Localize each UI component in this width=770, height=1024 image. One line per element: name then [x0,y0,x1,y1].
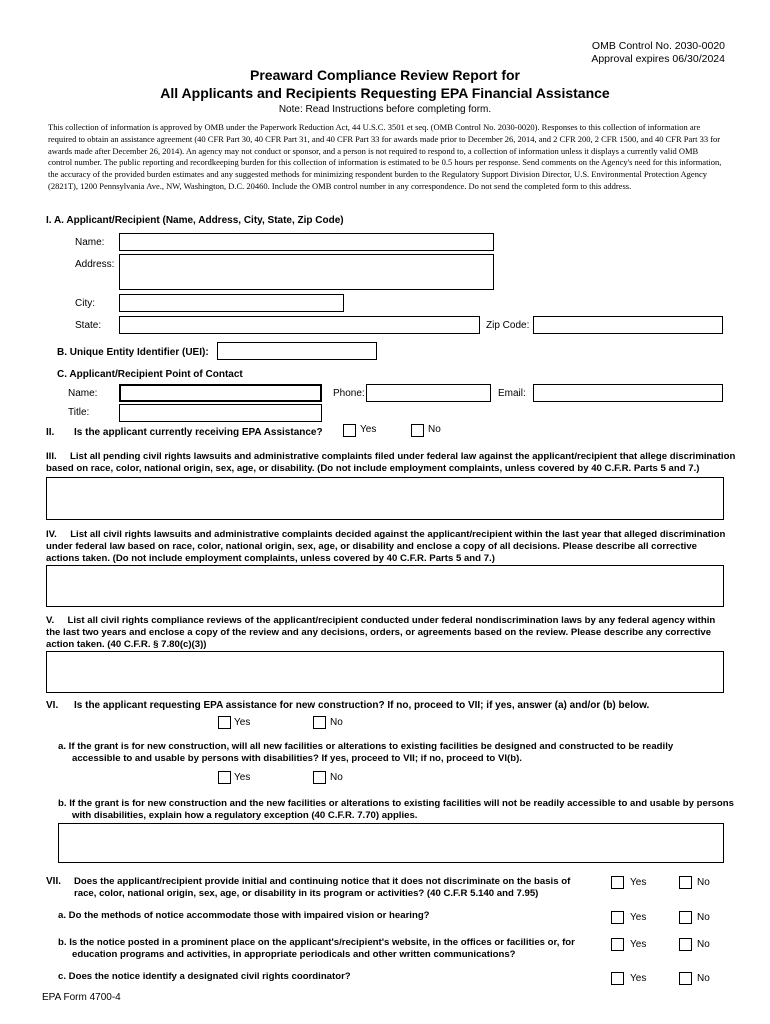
section6a-yes-checkbox[interactable] [218,771,231,784]
section7-no-checkbox[interactable] [679,876,692,889]
contact-name-field[interactable] [119,384,322,402]
section7b-no-checkbox[interactable] [679,938,692,951]
city-label: City: [75,298,95,309]
contact-title-field[interactable] [119,404,322,422]
section5-answer-field[interactable] [46,651,724,693]
section4-answer-field[interactable] [46,565,724,607]
section7b-yes-checkbox[interactable] [611,938,624,951]
section3-answer-field[interactable] [46,477,724,520]
section3-number: III. [46,451,57,462]
section7a-question: a. Do the methods of notice accommodate those with impaired vision or hearing? [58,910,430,921]
section7-yes-label: Yes [630,877,647,888]
section2-yes-label: Yes [360,424,377,435]
section2-question: Is the applicant currently receiving EPA Assistance? [74,427,323,438]
contact-heading: C. Applicant/Recipient Point of Contact [57,369,243,380]
section7-no-label: No [697,877,710,888]
section5-text [46,615,726,651]
section7-number: VII. [46,876,62,887]
applicant-city-field[interactable] [119,294,344,312]
section7b-question: b. Is the notice posted in a prominent place on the applicant's/recipient's website, in the offices or facilities or, for education programs and activities, in appropriate periodicals and other written communications? [58,937,575,960]
section6b-question: b. If the grant is for new construction and the new facilities or alterations to existing facilities will not be readily accessible to and usable by persons with disabilities, explain how a regulatory exception (40 C.F.R. 7.70) applies. [58,798,734,821]
section4-text [46,529,726,565]
section6-yes-label: Yes [234,717,251,728]
section5-question: List all civil rights compliance reviews of the applicant/recipient conducted under federal nondiscrimination laws by any federal agency within the last two years and enclose a copy of the review and any decisions, orders, or agreements based on the review. Please describe any corrective action taken. (40 C.F.R. § 7.80(c)(3)) [46,615,716,650]
section6a-no-label: No [330,772,343,783]
section3-text [46,451,746,475]
omb-control-block [591,40,725,66]
form-title-line2: All Applicants and Recipients Requesting EPA Financial Assistance [160,85,610,101]
phone-label: Phone: [333,388,365,399]
section6-no-checkbox[interactable] [313,716,326,729]
section2-yes-checkbox[interactable] [343,424,356,437]
section7a-no-label: No [697,912,710,923]
uei-field[interactable] [217,342,377,360]
omb-control-number: OMB Control No. 2030-0020 [591,40,725,52]
section2-number: II. [46,427,55,438]
applicant-address-field[interactable] [119,254,494,290]
approval-expires: Approval expires 06/30/2024 [591,53,725,65]
name-label: Name: [75,237,105,248]
section7c-yes-label: Yes [630,973,647,984]
section7c-no-label: No [697,973,710,984]
section7a-yes-label: Yes [630,912,647,923]
section7c-no-checkbox[interactable] [679,972,692,985]
section7b-no-label: No [697,939,710,950]
section6-number: VI. [46,700,59,711]
contact-name-label: Name: [68,388,98,399]
section7-question: Does the applicant/recipient provide initial and continuing notice that it does not discriminate on the basis of race, color, national origin, sex, age, or disability in its program or activities? (40 C.F.R 5.140 and 7.95) [74,876,571,899]
instructions-note: Note: Read Instructions before completing form. [278,104,492,115]
state-label: State: [75,320,102,331]
section7b-yes-label: Yes [630,939,647,950]
form-number: EPA Form 4700-4 [42,992,121,1003]
section7a-no-checkbox[interactable] [679,911,692,924]
applicant-state-field[interactable] [119,316,480,334]
section4-number: IV. [46,529,57,540]
zip-label: Zip Code: [486,320,530,331]
section2-no-checkbox[interactable] [411,424,424,437]
section7-yes-checkbox[interactable] [611,876,624,889]
applicant-name-field[interactable] [119,233,494,251]
contact-title-label: Title: [68,407,90,418]
contact-phone-field[interactable] [366,384,491,402]
section7a-yes-checkbox[interactable] [611,911,624,924]
section3-question: List all pending civil rights lawsuits and administrative complaints filed under federal law against the applicant/recipient that allege discrimination based on race, color, national origin, sex, age, or disability. (Do not include employment complaints, unless covered by 40 C.F.R. Parts 5 and 7.) [46,451,736,474]
section7c-yes-checkbox[interactable] [611,972,624,985]
section6-yes-checkbox[interactable] [218,716,231,729]
section2-no-label: No [428,424,441,435]
section7c-question: c. Does the notice identify a designated civil rights coordinator? [58,971,351,982]
section5-number: V. [46,615,55,626]
uei-label: B. Unique Entity Identifier (UEI): [57,347,209,358]
section4-question: List all civil rights lawsuits and administrative complaints decided against the applicant/recipient within the last year that alleged discrimination under federal law based on race, color, national origin, sex, age, or disability and enclose a copy of all decisions. Please describe all corrective actions taken. (Do not include employment complaints, unless covered by 40 C.F.R. Parts 5 and 7.) [46,529,726,564]
section1-heading: I. A. Applicant/Recipient (Name, Address, City, State, Zip Code) [46,215,344,226]
section6a-no-checkbox[interactable] [313,771,326,784]
email-label: Email: [498,388,526,399]
section6-question: Is the applicant requesting EPA assistance for new construction? If no, proceed to VII; if yes, answer (a) and/or (b) below. [74,700,650,711]
address-label: Address: [75,259,115,270]
section6b-answer-field[interactable] [58,823,724,863]
contact-email-field[interactable] [533,384,723,402]
applicant-zip-field[interactable] [533,316,723,334]
section6-no-label: No [330,717,343,728]
section6a-question: a. If the grant is for new construction, will all new facilities or alterations to existing facilities be designed and constructed to be readily accessible to and usable by persons with disabilities? If yes, proceed to VII; if no, proceed to VI(b). [58,741,674,764]
section6a-yes-label: Yes [234,772,251,783]
form-title-line1: Preaward Compliance Review Report for [250,67,520,83]
paperwork-reduction-notice: This collection of information is approved by OMB under the Paperwork Reduction Act, 44 U.S.C. 3501 et seq. (OMB Control No. 2030-0020). Responses to this collection of information are required to obtain an assistance agreement (40 CFR Part 30, 40 CFR Part 31, and 40 CFR Part 33 for awards made prior to December 26, 2014, and 2 CFR 200, 2 CFR 1500, and 40 CFR Part 33 for awards made after December 26, 2014). An agency may not conduct or sponsor, and a person is not required to respond to, a collection of information unless it displays a currently valid OMB control number. The public reporting and recordkeeping burden for this collection of information is estimated to be 0.5 hours per response. Send comments on the Agency's need for this information, the accuracy of the provided burden estimates and any suggested methods for minimizing respondent burden to the Regulatory Support Division Director, U.S. Environmental Protection Agency (2821T), 1200 Pennsylvania Ave., NW, Washington, D.C. 20460. Include the OMB control number in any correspondence. Do not send the completed form to this address. [48,122,722,191]
